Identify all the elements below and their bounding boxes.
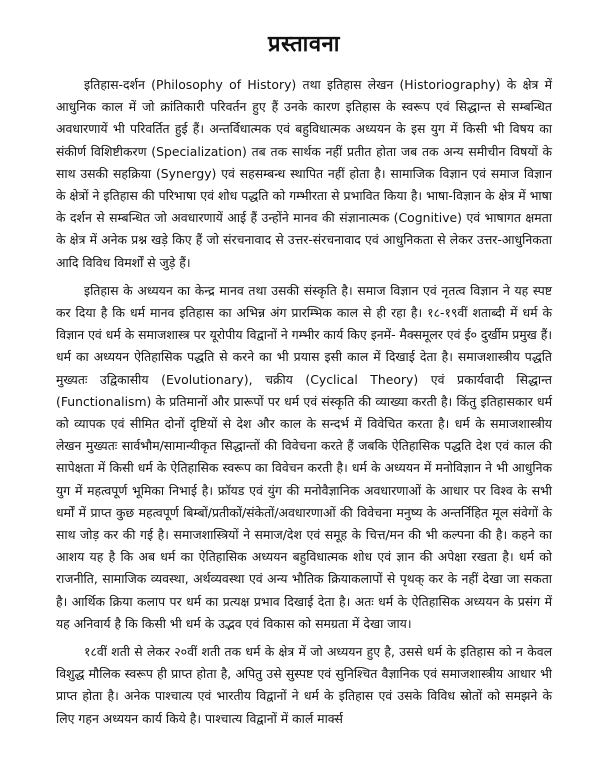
- paragraph-3: १८वीं शती से लेकर २०वीं शती तक धर्म के क्षेत्र में जो अध्ययन हुए है, उससे धर्म के इतिहास को न केवल विशुद्ध मौलिक स्वरूप ही प्राप्त होता है, अपितु उसे सुस्पष्ट एवं सुनिश्चित वैज्ञानिक एवं समाजशास्त्रीय आधार भी प्राप्त होता है। अनेक पाश्चात्य एवं भारतीय विद्वानों ने धर्म के इतिहास एवं उसके विविध स्रोतों को समझने के लिए गहन अध्ययन कार्य किये है। पाश्चात्य विद्वानों में कार्ल मार्क्स: [56, 644, 552, 726]
- paragraph-1: इतिहास-दर्शन (Philosophy of History) तथा इतिहास लेखन (Historiography) के क्षेत्र में आधुनिक काल में जो क्रांतिकारी परिवर्तन हुए हैं उनके कारण इतिहास के स्वरूप एवं सिद्धान्त से सम्बन्धित अवधारणायें भी परिवर्तित हुई हैं। अन्तर्विधात्मक एवं बहुविधात्मक अध्ययन के इस युग में किसी भी विषय का संकीर्ण विशिष्टीकरण (Specialization) तब तक सार्थक नहीं प्रतीत होता जब तक अन्य समीचीन विषयों के साथ उसकी सहक्रिया (Synergy) एवं सहसम्बन्ध स्थापित नहीं होता है। सामाजिक विज्ञान एवं समाज विज्ञान के क्षेत्रों ने इतिहास की परिभाषा एवं शोध पद्धति को गम्भीरता से प्रभावित किया है। भाषा-विज्ञान के क्षेत्र में भाषा के दर्शन से सम्बन्धित जो अवधारणायें आई हैं उन्होंने मानव की संज्ञानात्मक (Cognitive) एवं भाषागत क्षमता के क्षेत्र में अनेक प्रश्न खड़े किए हैं जो संरचनावाद से उत्तर-संरचनावाद एवं आधुनिकता से लेकर उत्तर-आधुनिकता आदि विविध विमर्शों से जुड़े हैं।: [56, 77, 552, 270]
- paragraph-2: इतिहास के अध्ययन का केन्द्र मानव तथा उसकी संस्कृति है। समाज विज्ञान एवं नृतत्व विज्ञान ने यह स्पष्ट कर दिया है कि धर्म मानव इतिहास का अभिन्न अंग प्रारम्भिक काल से ही रहा है। १८-१९वीं शताब्दी में धर्म के विज्ञान एवं धर्म के समाजशास्त्र पर यूरोपीय विद्वानों ने गम्भीर कार्य किए इनमें- मैक्समूलर एवं ई० दुर्खीम प्रमुख हैं। धर्म का अध्ययन ऐतिहासिक पद्धति से करने का भी प्रयास इसी काल में दिखाई देता है। समाजशास्त्रीय पद्धति मुख्यतः उद्विकासीय (Evolutionary), चक्रीय (Cyclical Theory) एवं प्रकार्यवादी सिद्धान्त (Functionalism) के प्रतिमानों और प्रारूपों पर धर्म एवं संस्कृति की व्याख्या करती है। किंतु इतिहासकार धर्म को व्यापक एवं सीमित दोनों दृष्टियों से देश और काल के सन्दर्भ में विवेचित करता है। धर्म के समाजशास्त्रीय लेखन मुख्यतः सार्वभौम/सामान्यीकृत सिद्धान्तों की विवेचना करते हैं जबकि ऐतिहासिक पद्धति देश एवं काल की सापेक्षता में किसी धर्म के ऐतिहासिक स्वरूप का विवेचन करती है। धर्म के अध्ययन में मनोविज्ञान ने भी आधुनिक युग में महत्वपूर्ण भूमिका निभाई है। फ्रॉयड एवं युंग की मनोवैज्ञानिक अवधारणाओं के आधार पर विश्व के सभी धर्मों में प्राप्त कुछ महत्वपूर्ण बिम्बों/प्रतीकों/संकेतों/अवधारणाओं की विवेचना मनुष्य के अन्तर्निहित मूल संवेगों के साथ जोड़ कर की गई है। समाजशास्त्रियों ने समाज/देश एवं समूह के चित्त/मन की भी कल्पना की है। कहने का आशय यह है कि अब धर्म का ऐतिहासिक अध्ययन बहुविधात्मक शोध एवं ज्ञान की अपेक्षा रखता है। धर्म को राजनीति, सामाजिक व्यवस्था, अर्थव्यवस्था एवं अन्य भौतिक क्रियाकलापों से पृथक् कर के नहीं देखा जा सकता है। आर्थिक क्रिया कलाप पर धर्म का प्रत्यक्ष प्रभाव दिखाई देता है। अतः धर्म के ऐतिहासिक अध्ययन के प्रसंग में यह अनिवार्य है कि किसी भी धर्म के उद्भव एवं विकास को समग्रता में देखा जाय।: [56, 282, 553, 631]
- page-title: प्रस्तावना: [268, 32, 340, 57]
